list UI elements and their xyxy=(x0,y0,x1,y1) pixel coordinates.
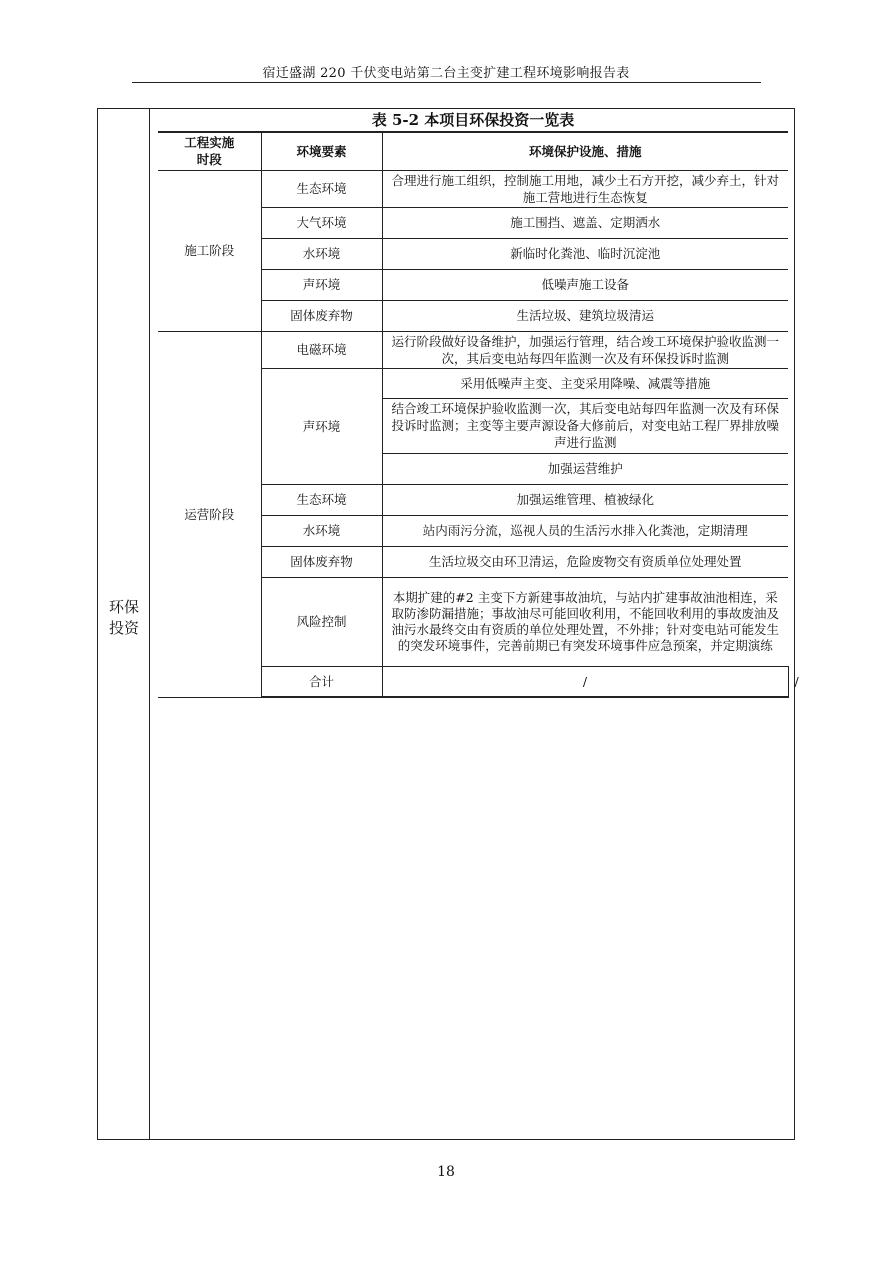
side-column xyxy=(98,109,150,1139)
element-cell: 生态环境 xyxy=(261,484,382,515)
element-cell: 风险控制 xyxy=(261,577,382,666)
side-label xyxy=(98,597,150,639)
side-label-text: 环保投资 xyxy=(108,598,139,637)
element-cell: 电磁环境 xyxy=(261,331,382,368)
column-header-phase: 工程实施时段 xyxy=(158,132,261,170)
measure-cell: 站内雨污分流，巡视人员的生活污水排入化粪池，定期清理 xyxy=(382,515,788,546)
column-header-element: 环境要素 xyxy=(261,132,382,170)
investment-table xyxy=(158,131,799,698)
measure-cell: 运行阶段做好设备维护，加强运行管理，结合竣工环境保护验收监测一次，其后变电站每四年监测一次及有环保投诉时监测 xyxy=(382,331,788,368)
phase-operation: 运营阶段 xyxy=(158,331,261,697)
phase-construction: 施工阶段 xyxy=(158,170,261,331)
element-cell: 固体废弃物 xyxy=(261,300,382,331)
measure-cell: 低噪声施工设备 xyxy=(382,269,788,300)
element-cell: 水环境 xyxy=(261,515,382,546)
measure-cell: 合理进行施工组织，控制施工用地，减少土石方开挖，减少弃土，针对施工营地进行生态恢复 xyxy=(382,170,788,207)
measure-cell: 新临时化粪池、临时沉淀池 xyxy=(382,238,788,269)
header-rule xyxy=(132,82,761,83)
table-row xyxy=(158,170,788,207)
page-number: 18 xyxy=(437,1164,455,1180)
element-cell: 水环境 xyxy=(261,238,382,269)
element-cell: 声环境 xyxy=(261,269,382,300)
measure-cell: 采用低噪声主变、主变采用降噪、减震等措施 xyxy=(382,368,788,398)
table-header-row xyxy=(158,132,788,170)
section-frame xyxy=(97,108,799,1140)
measure-cell: 生活垃圾、建筑垃圾清运 xyxy=(382,300,788,331)
total-label: 合计 xyxy=(261,666,382,697)
measure-cell: 结合竣工环境保护验收监测一次，其后变电站每四年监测一次及有环保投诉时监测；主变等主要声源设备大修前后，对变电站工程厂界排放噪声进行监测 xyxy=(382,398,788,453)
table-row xyxy=(158,331,788,368)
element-cell: 固体废弃物 xyxy=(261,546,382,577)
measure-cell: 加强运维管理、植被绿化 xyxy=(382,484,788,515)
measure-cell: 施工围挡、遮盖、定期洒水 xyxy=(382,207,788,238)
element-cell: 声环境 xyxy=(261,368,382,484)
element-cell: 大气环境 xyxy=(261,207,382,238)
document-header: 宿迁盛湖 220 千伏变电站第二台主变扩建工程环境影响报告表 xyxy=(262,66,630,81)
measure-cell: 加强运营维护 xyxy=(382,453,788,484)
measure-cell: 本期扩建的#2 主变下方新建事故油坑，与站内扩建事故油池相连，采取防渗防漏措施；事故油尽可能回收利用，不能回收利用的事故废油及油污水最终交由有资质的单位处理处置，不外排；针对变电站可能发生的突发环境事件，完善前期已有突发环境事件应急预案，并定期演练 xyxy=(382,577,788,666)
column-header-measure: 环境保护设施、措施 xyxy=(382,132,788,170)
total-row: 合计 / / xyxy=(158,666,788,697)
measure-cell: 生活垃圾交由环卫清运，危险废物交有资质单位处理处置 xyxy=(382,546,788,577)
element-cell: 生态环境 xyxy=(261,170,382,207)
table-caption: 表 5-2 本项目环保投资一览表 xyxy=(371,111,575,129)
total-element: / xyxy=(382,666,788,697)
